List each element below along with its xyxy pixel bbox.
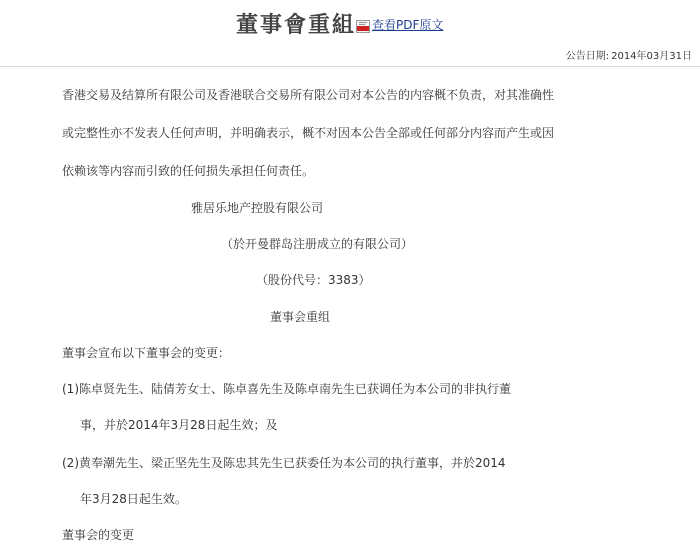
announcement-header — [0, 0, 700, 62]
list-item-2-line-1: (2)黄奉潮先生、梁正坚先生及陈忠其先生已获委任为本公司的执行董事，并於2014 — [62, 456, 506, 470]
section-title: 董事会重组 — [270, 310, 331, 324]
disclaimer-line-3: 依赖该等内容而引致的任何损失承担任何责任。 — [62, 164, 315, 178]
incorporation-note: （於开曼群岛注册成立的有限公司） — [221, 237, 414, 251]
disclaimer-line-1: 香港交易及结算所有限公司及香港联合交易所有限公司对本公告的内容概不负责，对其准确性 — [62, 88, 555, 102]
disclaimer-line-2: 或完整性亦不发表人任何声明，并明确表示，概不对因本公告全部或任何部分内容而产生或因 — [62, 126, 555, 140]
view-pdf-label[interactable]: 查看PDF原文 — [372, 18, 444, 32]
stock-code: （股份代号：3383） — [256, 273, 371, 287]
changes-heading: 董事会的变更 — [62, 528, 135, 542]
date-label: 公告日期: — [565, 51, 610, 62]
company-name: 雅居乐地产控股有限公司 — [191, 201, 324, 215]
page-title: 董事會重組 — [236, 12, 357, 38]
date-value: 2014年03月31日 — [611, 51, 692, 62]
view-pdf-link[interactable] — [356, 16, 443, 33]
announcement-date — [566, 47, 692, 62]
header-divider — [0, 66, 700, 67]
list-item-2-line-2: 年3月28日起生效。 — [80, 492, 187, 506]
list-item-1-line-1: (1)陈卓贤先生、陆倩芳女士、陈卓喜先生及陈卓南先生已获调任为本公司的非执行董 — [62, 382, 512, 396]
list-item-1-line-2: 事，并於2014年3月28日起生效；及 — [80, 418, 278, 432]
intro-paragraph: 董事会宣布以下董事会的变更： — [62, 346, 231, 360]
pdf-file-icon — [356, 18, 370, 31]
